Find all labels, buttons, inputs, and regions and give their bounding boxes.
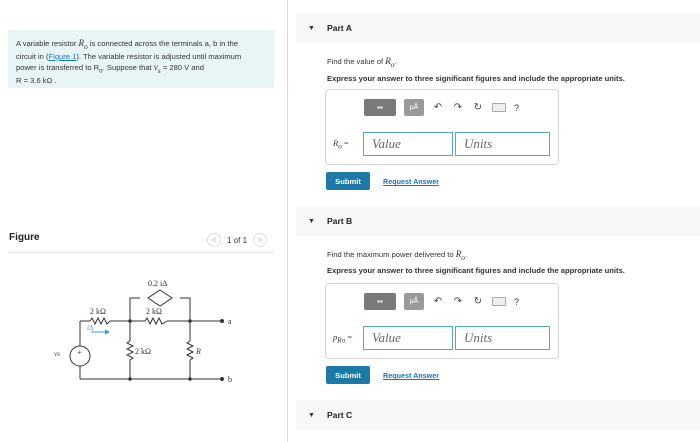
node-dot bbox=[188, 319, 192, 323]
keyboard-icon[interactable] bbox=[492, 297, 506, 306]
figure-page-indicator: 1 of 1 bbox=[227, 235, 248, 245]
collapse-caret-icon: ▼ bbox=[308, 217, 315, 225]
node-dot bbox=[128, 377, 132, 381]
current-arrowhead-icon bbox=[105, 330, 110, 335]
part-a-submit-button[interactable]: Submit bbox=[326, 172, 370, 190]
templates-button[interactable]: ▪▪ bbox=[364, 293, 396, 310]
terminal-a-dot bbox=[220, 319, 224, 323]
terminal-a-label: a bbox=[228, 317, 232, 326]
collapse-caret-icon: ▼ bbox=[308, 24, 315, 32]
prev-figure-button[interactable]: < bbox=[207, 233, 221, 247]
math-toolbar bbox=[364, 293, 519, 310]
part-b-answer-row bbox=[333, 326, 550, 350]
figure-divider bbox=[8, 252, 274, 253]
part-b-units-input[interactable]: Units bbox=[455, 326, 550, 350]
source-label: vs bbox=[54, 350, 60, 358]
r-top-left-label: 2 kΩ bbox=[90, 307, 106, 316]
wire bbox=[130, 298, 140, 321]
part-b-request-answer-link[interactable]: Request Answer bbox=[383, 371, 440, 380]
part-a-instruction: Express your answer to three significant figures and include the appropriate units. bbox=[327, 74, 625, 83]
redo-icon[interactable]: ↷ bbox=[453, 102, 463, 113]
redo-icon[interactable]: ↷ bbox=[453, 296, 463, 307]
units-symbol-button[interactable]: μÅ bbox=[404, 293, 424, 310]
part-b-instruction: Express your answer to three significant figures and include the appropriate units. bbox=[327, 266, 625, 275]
node-dot bbox=[128, 319, 132, 323]
resistor-mid-icon bbox=[127, 341, 133, 360]
terminal-b-dot bbox=[220, 377, 224, 381]
units-symbol-button[interactable]: μÅ bbox=[404, 99, 424, 116]
resistor-r-icon bbox=[187, 341, 193, 360]
figure-title: Figure bbox=[9, 232, 40, 243]
node-dot bbox=[188, 377, 192, 381]
figure-link[interactable]: Figure 1 bbox=[48, 51, 77, 61]
r-right-label: R bbox=[196, 347, 201, 356]
help-icon[interactable]: ? bbox=[514, 102, 520, 113]
part-b-var-label: $p_{Ro}$ = bbox=[333, 331, 353, 345]
part-a-request-answer-link[interactable]: Request Answer bbox=[383, 177, 440, 186]
terminal-b-label: b bbox=[228, 375, 232, 384]
r-top-right-label: 2 kΩ bbox=[146, 307, 162, 316]
part-b-header[interactable] bbox=[296, 206, 700, 236]
resistor-top-icon bbox=[145, 318, 167, 324]
part-b-question: Find the maximum power delivered to $R_o$. bbox=[327, 249, 468, 262]
part-c-header[interactable] bbox=[296, 400, 700, 430]
reset-icon[interactable]: ↻ bbox=[473, 102, 483, 113]
keyboard-icon[interactable] bbox=[492, 103, 506, 112]
column-divider bbox=[287, 0, 288, 442]
reset-icon[interactable]: ↻ bbox=[473, 296, 483, 307]
part-a-header[interactable] bbox=[296, 13, 700, 43]
undo-icon[interactable]: ↶ bbox=[433, 102, 443, 113]
next-figure-button[interactable]: > bbox=[253, 233, 267, 247]
circuit-diagram bbox=[45, 276, 245, 396]
part-b-submit-button[interactable]: Submit bbox=[326, 366, 370, 384]
part-a-var-label: $R_o$ = bbox=[333, 137, 349, 151]
part-a-units-input[interactable]: Units bbox=[455, 132, 550, 156]
figure-pagination bbox=[207, 233, 267, 247]
current-label: iΔ bbox=[87, 324, 94, 332]
wire bbox=[180, 298, 190, 321]
problem-statement: A variable resistor $R_o$ is connected across the terminals a, b in the circuit in (Figure 1). The variable resistor is adjusted until maximum power is transferred to $R_o$. Suppose that $v_s = 280$ V and R = 3.6 kΩ . bbox=[8, 30, 274, 88]
var-vs: $v_s$ bbox=[153, 61, 161, 75]
dependent-source-icon bbox=[148, 290, 172, 306]
var-ro: $R_o$ bbox=[78, 38, 88, 51]
undo-icon[interactable]: ↶ bbox=[433, 296, 443, 307]
help-icon[interactable]: ? bbox=[514, 296, 520, 307]
part-c-title: Part C bbox=[326, 410, 353, 420]
part-a-answer-row bbox=[333, 132, 550, 156]
templates-button[interactable]: ▪▪ bbox=[364, 99, 396, 116]
collapse-caret-icon: ▼ bbox=[308, 411, 315, 419]
r-mid-label: 2 kΩ bbox=[135, 347, 151, 356]
part-a-title: Part A bbox=[326, 23, 352, 33]
math-toolbar bbox=[364, 99, 519, 116]
part-b-value-input[interactable]: Value bbox=[363, 326, 453, 350]
part-b-answer-box bbox=[325, 283, 559, 359]
source-plus-label: + bbox=[77, 348, 82, 357]
part-b-title: Part B bbox=[326, 216, 353, 226]
part-a-value-input[interactable]: Value bbox=[363, 132, 453, 156]
part-a-question: Find the value of $R_o$. bbox=[327, 56, 397, 69]
part-a-answer-box bbox=[325, 89, 559, 165]
dep-source-label: 0.2 iΔ bbox=[148, 279, 168, 288]
